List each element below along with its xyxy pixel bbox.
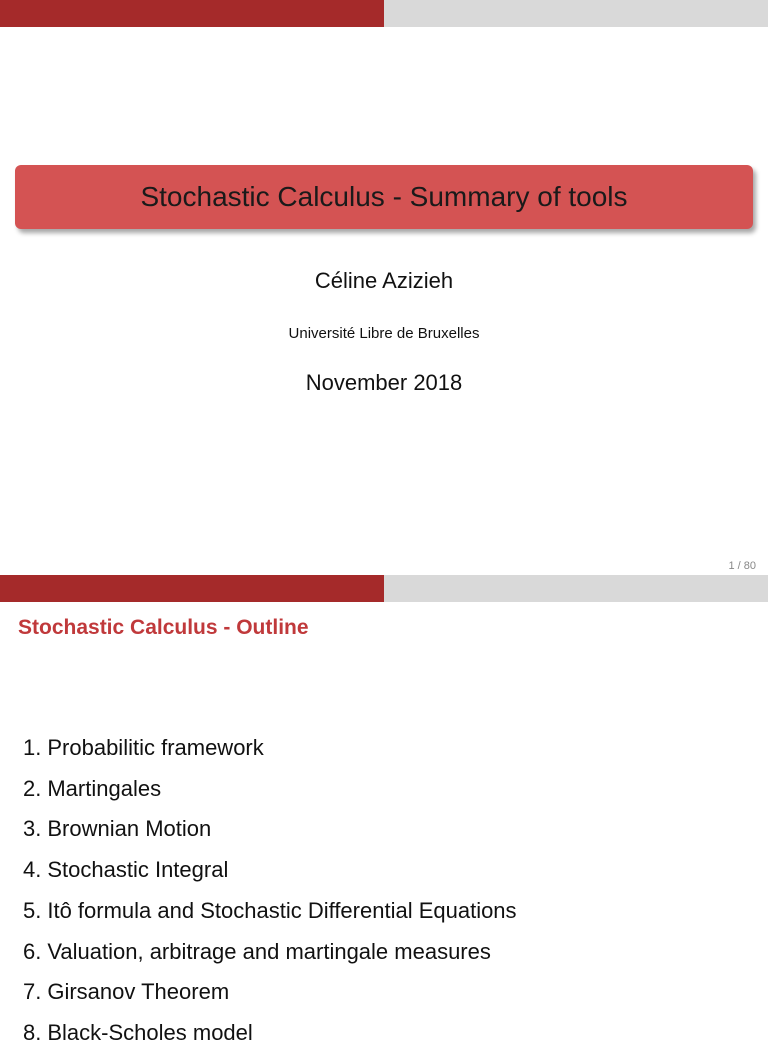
outline-item: 4. Stochastic Integral: [23, 857, 229, 883]
outline-list: [23, 728, 517, 1054]
frame-title: Stochastic Calculus - Outline: [18, 616, 309, 639]
title-box: [15, 165, 753, 229]
institute-name: Université Libre de Bruxelles: [288, 325, 480, 342]
presentation-date: November 2018: [305, 370, 463, 395]
header-bar-red: [0, 575, 384, 602]
outline-item: 3. Brownian Motion: [23, 816, 212, 842]
header-bar-red: [0, 0, 384, 27]
outline-item: 1. Probabilitic framework: [23, 735, 264, 760]
author-name: Céline Azizieh: [314, 268, 454, 293]
slide-header-bar: [0, 0, 768, 27]
outline-slide: [0, 575, 768, 1045]
header-bar-gray: [384, 0, 768, 27]
outline-item: 7. Girsanov Theorem: [23, 979, 230, 1005]
page-number: 1 / 80: [728, 560, 756, 572]
outline-item: 6. Valuation, arbitrage and martingale measures: [23, 938, 491, 964]
slide-header-bar: [0, 575, 768, 602]
presentation-title: Stochastic Calculus - Summary of tools: [140, 181, 628, 212]
outline-item: 8. Black-Scholes model: [23, 1019, 253, 1045]
header-bar-gray: [384, 575, 768, 602]
outline-item: 2. Martingales: [23, 775, 162, 801]
outline-item: 5. Itô formula and Stochastic Differential Equations: [23, 897, 517, 923]
